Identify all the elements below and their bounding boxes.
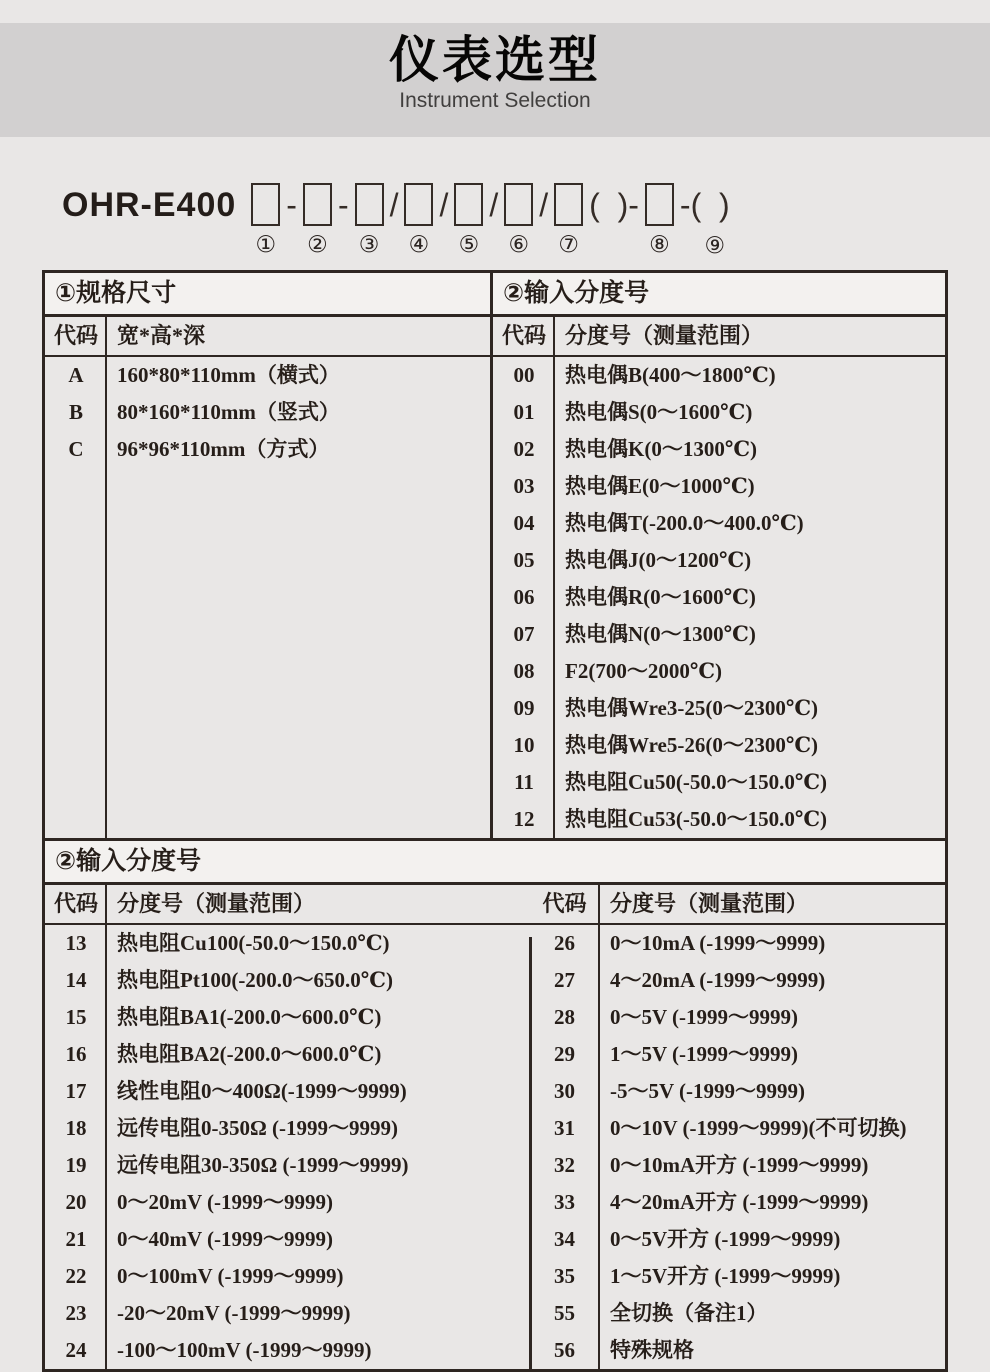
selection-tables	[42, 270, 948, 1372]
code-cell: 07	[513, 622, 535, 646]
size-table-header	[45, 317, 490, 357]
top-section	[45, 273, 945, 838]
code-cell: 56	[554, 1338, 575, 1362]
table-row	[45, 1221, 945, 1258]
model-separator: /	[439, 187, 449, 223]
table-row	[45, 1147, 945, 1184]
model-segment	[454, 183, 483, 258]
column-divider	[553, 357, 555, 838]
model-segment	[338, 183, 349, 227]
model-prefix: OHR-E400	[62, 186, 237, 224]
range-cell: 热电阻Cu50(-50.0～150.0℃)	[565, 770, 827, 794]
table-row	[45, 394, 490, 431]
model-segment	[439, 183, 448, 227]
table-row	[493, 690, 945, 727]
column-header-range: 分度号（测量范围）	[565, 323, 764, 348]
column-header-code: 代码	[53, 891, 98, 916]
range-cell: -5～5V (-1999～9999)	[610, 1079, 806, 1103]
model-segment	[489, 183, 498, 227]
code-cell: 05	[513, 548, 535, 572]
code-cell: 06	[513, 585, 535, 609]
range-cell: 1～5V开方 (-1999～9999)	[610, 1264, 841, 1288]
model-segment	[504, 183, 533, 258]
model-separator: -	[286, 187, 297, 223]
code-cell: 28	[554, 1005, 575, 1029]
range-cell: 热电阻Pt100(-200.0～650.0℃)	[117, 968, 393, 992]
code-cell: 19	[65, 1153, 87, 1177]
code-cell: 21	[65, 1227, 87, 1251]
code-cell: 22	[65, 1264, 87, 1288]
column-divider	[105, 317, 107, 355]
table-row	[493, 431, 945, 468]
table-row	[493, 505, 945, 542]
range-cell: 0～10mA (-1999～9999)	[610, 931, 826, 955]
table-row	[45, 1295, 945, 1332]
circled-number: ⑧	[649, 232, 670, 258]
range-cell: 热电阻Cu100(-50.0～150.0℃)	[117, 931, 390, 955]
code-cell: 17	[65, 1079, 87, 1103]
range-cell: 热电偶T(-200.0～400.0℃)	[565, 511, 804, 535]
size-table-title: ①规格尺寸	[45, 273, 490, 317]
code-cell: B	[68, 400, 83, 424]
code-cell: 55	[554, 1301, 575, 1325]
range-cell: 0～10V (-1999～9999)(不可切换)	[610, 1116, 907, 1140]
circled-number: ⑦	[558, 232, 579, 258]
range-cell: 特殊规格	[610, 1338, 694, 1362]
model-code-box	[355, 183, 384, 226]
table-row	[45, 431, 490, 468]
bottom-section	[45, 838, 945, 1369]
code-cell: 24	[65, 1338, 87, 1362]
model-code-box	[504, 183, 533, 226]
model-separator: -( )	[679, 187, 730, 223]
model-segment	[404, 183, 433, 258]
table-row	[493, 394, 945, 431]
table-row	[45, 1258, 945, 1295]
model-segments	[248, 183, 732, 259]
circled-number: ①	[255, 232, 277, 258]
code-cell: 13	[65, 931, 87, 955]
dimension-cell: 80*160*110mm（竖式）	[117, 400, 340, 424]
code-cell: 32	[554, 1153, 575, 1177]
range-cell: 热电偶J(0～1200℃)	[565, 548, 752, 572]
range-cell: 0～5V (-1999～9999)	[610, 1005, 799, 1029]
circled-number: ③	[358, 232, 380, 258]
circled-number: ⑨	[704, 233, 726, 259]
size-table	[45, 273, 490, 838]
code-cell: 00	[513, 363, 535, 387]
code-cell: 09	[513, 696, 535, 720]
input-table-top-header	[493, 317, 945, 357]
code-cell: A	[68, 363, 84, 387]
code-cell: 26	[554, 931, 575, 955]
code-cell: 34	[554, 1227, 575, 1251]
column-header-range: 分度号（测量范围）	[610, 891, 809, 916]
model-code-box	[554, 183, 583, 226]
model-segment	[390, 183, 399, 227]
range-cell: 热电阻BA1(-200.0～600.0℃)	[117, 1005, 382, 1029]
range-cell: 4～20mA开方 (-1999～9999)	[610, 1190, 869, 1214]
code-cell: 08	[513, 659, 535, 683]
range-cell: 热电偶Wre3-25(0～2300℃)	[565, 696, 819, 720]
column-divider	[105, 885, 107, 923]
code-cell: 11	[514, 770, 534, 794]
table-row	[45, 925, 945, 962]
model-segment	[539, 183, 548, 227]
range-cell: 全切换（备注1）	[610, 1301, 768, 1325]
code-cell: 15	[65, 1005, 87, 1029]
range-cell: 热电阻BA2(-200.0～600.0℃)	[117, 1042, 382, 1066]
range-cell: -20～20mV (-1999～9999)	[117, 1301, 351, 1325]
circled-number: ⑤	[458, 232, 480, 258]
table-row	[45, 999, 945, 1036]
model-separator: -	[337, 187, 349, 223]
column-divider	[105, 357, 107, 838]
model-code-box	[251, 183, 280, 226]
code-cell: 35	[554, 1264, 575, 1288]
code-cell: 16	[65, 1042, 87, 1066]
input-table-bottom-title: ②输入分度号	[45, 838, 945, 885]
range-cell: 热电偶E(0～1000℃)	[565, 474, 755, 498]
model-segment	[355, 183, 384, 258]
input-table-bottom-body	[45, 925, 945, 1369]
range-cell: 热电偶Wre5-26(0～2300℃)	[565, 733, 819, 757]
code-cell: 12	[513, 807, 535, 831]
dimension-cell: 96*96*110mm（方式）	[117, 437, 330, 461]
table-row	[493, 468, 945, 505]
range-cell: 热电偶B(400～1800℃)	[565, 363, 776, 387]
code-cell: 33	[554, 1190, 575, 1214]
circled-number: ④	[408, 232, 430, 258]
range-cell: 0～20mV (-1999～9999)	[117, 1190, 334, 1214]
code-cell: 04	[513, 511, 535, 535]
model-separator: /	[389, 187, 399, 223]
model-separator: /	[539, 187, 549, 223]
model-segment	[303, 183, 332, 258]
code-cell: 10	[513, 733, 535, 757]
table-row	[493, 764, 945, 801]
model-segment	[589, 183, 639, 227]
table-row	[45, 1332, 945, 1369]
size-table-body	[45, 357, 490, 838]
column-divider	[598, 885, 600, 923]
table-row	[493, 616, 945, 653]
model-code-line	[62, 183, 733, 259]
range-cell: 线性电阻0～400Ω(-1999～9999)	[117, 1079, 407, 1103]
input-table-bottom-header	[45, 885, 945, 925]
input-table-top	[493, 273, 945, 838]
table-row	[45, 1184, 945, 1221]
model-code-box	[454, 183, 483, 226]
table-row	[45, 357, 490, 394]
code-cell: 30	[554, 1079, 575, 1103]
column-divider	[598, 925, 600, 1369]
range-cell: F2(700～2000℃)	[565, 659, 722, 683]
range-cell: 热电偶S(0～1600℃)	[565, 400, 753, 424]
code-cell: 27	[554, 968, 575, 992]
column-divider	[553, 317, 555, 355]
range-cell: 远传电阻0-350Ω (-1999～9999)	[117, 1116, 399, 1140]
column-header-dimensions: 宽*高*深	[117, 323, 206, 348]
dimension-cell: 160*80*110mm（横式）	[117, 363, 340, 387]
table-row	[45, 1073, 945, 1110]
model-segment	[680, 183, 730, 259]
code-cell: 20	[65, 1190, 87, 1214]
table-row	[493, 579, 945, 616]
page-title: 仪表选型	[389, 32, 601, 88]
table-row	[493, 801, 945, 838]
column-divider	[105, 925, 107, 1369]
code-cell: 03	[513, 474, 535, 498]
table-row	[45, 1036, 945, 1073]
table-row	[493, 727, 945, 764]
range-cell: 热电偶R(0～1600℃)	[565, 585, 756, 609]
code-cell: 02	[513, 437, 535, 461]
range-cell: 热电偶N(0～1300℃)	[565, 622, 756, 646]
table-row	[493, 357, 945, 394]
table-row	[493, 542, 945, 579]
code-cell: 31	[554, 1116, 575, 1140]
circled-number: ⑥	[508, 232, 530, 258]
column-header-code: 代码	[53, 323, 98, 348]
model-segment	[554, 183, 583, 258]
range-cell: 0～5V开方 (-1999～9999)	[610, 1227, 841, 1251]
range-cell: 热电阻Cu53(-50.0～150.0℃)	[565, 807, 827, 831]
column-header-code: 代码	[542, 891, 587, 916]
input-table-top-title: ②输入分度号	[493, 273, 945, 317]
model-code-box	[303, 183, 332, 226]
range-cell: 远传电阻30-350Ω (-1999～9999)	[117, 1153, 409, 1177]
model-separator: ( )-	[589, 187, 639, 223]
input-table-top-body	[493, 357, 945, 838]
table-row	[45, 962, 945, 999]
range-cell: 0～40mV (-1999～9999)	[117, 1227, 334, 1251]
range-cell: 0～100mV (-1999～9999)	[117, 1264, 344, 1288]
code-cell: 29	[554, 1042, 575, 1066]
model-segment	[286, 183, 297, 227]
code-cell: 14	[65, 968, 87, 992]
model-separator: /	[489, 187, 499, 223]
model-segment	[645, 183, 674, 258]
circled-number: ②	[307, 232, 328, 258]
range-cell: 0～10mA开方 (-1999～9999)	[610, 1153, 869, 1177]
table-row	[493, 653, 945, 690]
model-code-box	[645, 183, 674, 226]
code-cell: 23	[65, 1301, 87, 1325]
column-header-range: 分度号（测量范围）	[117, 891, 316, 916]
range-cell: 4～20mA (-1999～9999)	[610, 968, 826, 992]
range-cell: -100～100mV (-1999～9999)	[117, 1338, 372, 1362]
code-cell: 18	[65, 1116, 87, 1140]
table-row	[45, 1110, 945, 1147]
model-segment	[251, 183, 280, 258]
title-banner	[0, 23, 990, 137]
half-divider	[529, 937, 532, 1369]
code-cell: C	[68, 437, 84, 461]
page-subtitle: Instrument Selection	[399, 89, 591, 112]
column-header-code: 代码	[501, 323, 546, 348]
code-cell: 01	[513, 400, 535, 424]
range-cell: 热电偶K(0～1300℃)	[565, 437, 757, 461]
range-cell: 1～5V (-1999～9999)	[610, 1042, 799, 1066]
model-code-box	[404, 183, 433, 226]
